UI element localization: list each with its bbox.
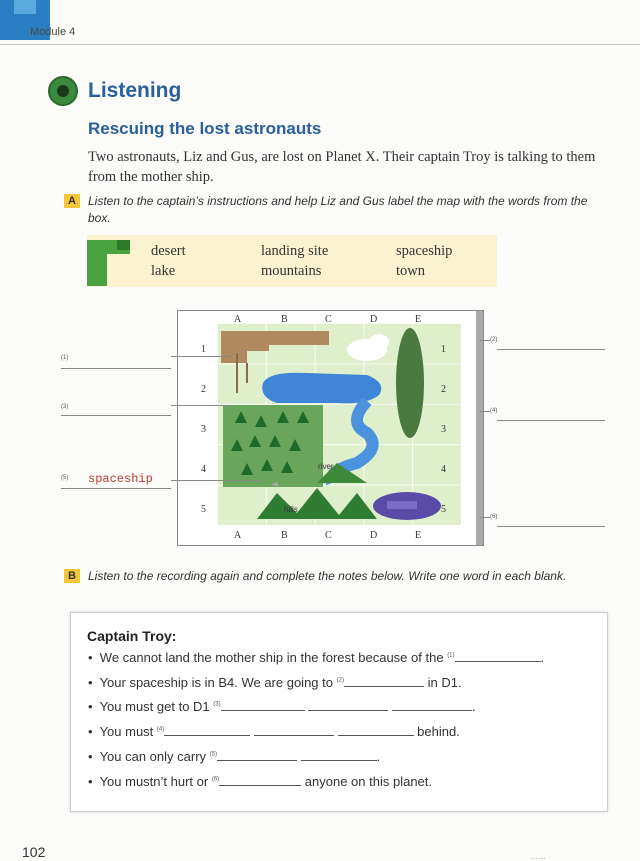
row-label-5: 5 xyxy=(201,504,206,515)
label-blank-2[interactable] xyxy=(497,349,605,350)
label-num-2: (2) xyxy=(490,337,498,343)
label-blank-5[interactable] xyxy=(61,488,171,489)
row-label-2-right: 2 xyxy=(441,384,446,395)
col-label-d-bottom: D xyxy=(370,530,378,541)
label-num-5: (5) xyxy=(61,475,69,481)
note-text: You must get to D1 xyxy=(99,699,210,714)
section-subtitle: Rescuing the lost astronauts xyxy=(88,119,322,138)
bullet-dot: • xyxy=(88,774,93,789)
col-label-b-bottom: B xyxy=(281,530,288,541)
module-tab-accent xyxy=(14,0,36,14)
label-num-3: (3) xyxy=(61,404,69,410)
note-text: You mustn’t hurt or xyxy=(99,774,209,789)
word-mountains: mountains xyxy=(261,263,322,279)
row-label-3: 3 xyxy=(201,424,206,435)
hills-label: hills xyxy=(284,505,298,514)
pointer-line-6 xyxy=(480,517,490,518)
answer-blank-3a[interactable] xyxy=(221,699,305,711)
module-label: Module 4 xyxy=(30,26,76,38)
note-item xyxy=(88,774,432,789)
col-label-e: E xyxy=(415,314,422,325)
col-label-b: B xyxy=(281,314,288,325)
map-edge-bar xyxy=(476,311,483,545)
note-text-after: . xyxy=(540,650,545,665)
cloud-shape xyxy=(369,334,389,350)
col-label-c: C xyxy=(325,314,332,325)
blank-num: (2) xyxy=(336,677,344,684)
word-landing-site: landing site xyxy=(261,243,329,259)
answer-blank-4c[interactable] xyxy=(338,724,414,736)
label-num-6: (6) xyxy=(490,514,498,520)
label-num-1: (1) xyxy=(61,355,69,361)
label-answer-5: spaceship xyxy=(88,472,153,486)
note-text-after: anyone on this planet. xyxy=(304,774,433,789)
bullet-dot: • xyxy=(88,724,93,739)
col-label-c-bottom: C xyxy=(325,530,332,541)
row-label-4-right: 4 xyxy=(441,464,446,475)
pointer-line-3 xyxy=(171,405,231,406)
page-number: 102 xyxy=(22,844,46,860)
note-text: You must xyxy=(99,724,154,739)
bullet-dot: • xyxy=(88,675,93,690)
watermark: …… xyxy=(530,852,546,861)
pointer-line-1 xyxy=(171,356,231,357)
row-label-5-right: 5 xyxy=(441,504,446,515)
intro-text: Two astronauts, Liz and Gus, are lost on Planet X. Their captain Troy is talking to them from the mother ship. xyxy=(88,149,596,185)
pointer-line-5 xyxy=(171,480,261,481)
label-num-4: (4) xyxy=(490,408,498,414)
section-title: Listening xyxy=(88,79,182,102)
word-spaceship: spaceship xyxy=(396,243,453,259)
note-text: Your spaceship is in B4. We are going to xyxy=(99,675,333,690)
blank-num: (4) xyxy=(156,726,165,733)
word-town: town xyxy=(396,263,425,279)
answer-blank-2[interactable] xyxy=(344,675,424,687)
label-blank-4[interactable] xyxy=(497,420,605,421)
bullet-dot: • xyxy=(88,749,93,764)
blank-num: (6) xyxy=(211,776,220,783)
answer-blank-1[interactable] xyxy=(455,650,541,662)
col-label-a-bottom: A xyxy=(234,530,242,541)
note-item xyxy=(88,675,462,690)
task-a-letter: A xyxy=(64,194,80,208)
answer-blank-4b[interactable] xyxy=(254,724,334,736)
col-label-a: A xyxy=(234,314,242,325)
note-text: We cannot land the mother ship in the forest because of the xyxy=(99,650,444,665)
answer-blank-5a[interactable] xyxy=(217,749,297,761)
answer-blank-5b[interactable] xyxy=(301,749,377,761)
town-buildings xyxy=(387,501,417,509)
answer-blank-4a[interactable] xyxy=(164,724,250,736)
task-b-letter: B xyxy=(64,569,80,583)
pointer-line-4 xyxy=(480,411,490,412)
row-label-3-right: 3 xyxy=(441,424,446,435)
row-label-2: 2 xyxy=(201,384,206,395)
note-item xyxy=(88,724,460,739)
word-desert: desert xyxy=(151,243,186,259)
task-a-instruction: Listen to the captain’s instructions and help Liz and Gus label the map with the words from the box. xyxy=(88,194,588,225)
task-b-instruction: Listen to the recording again and complete the notes below. Write one word in each blank. xyxy=(88,569,567,583)
note-text-after: in D1. xyxy=(427,675,462,690)
river-label: river xyxy=(318,462,334,471)
blank-num: (1) xyxy=(447,652,455,659)
word-box-decoration xyxy=(117,240,130,250)
word-lake: lake xyxy=(151,263,176,279)
note-text-after: . xyxy=(376,749,381,764)
pointer-line-2 xyxy=(480,340,490,341)
bullet-dot: • xyxy=(88,650,93,665)
label-blank-3[interactable] xyxy=(61,415,171,416)
forest-column xyxy=(396,328,424,438)
note-item xyxy=(88,699,476,714)
bullet-dot: • xyxy=(88,699,93,714)
label-blank-6[interactable] xyxy=(497,526,605,527)
answer-blank-3c[interactable] xyxy=(392,699,472,711)
note-text-after: . xyxy=(471,699,476,714)
col-label-d: D xyxy=(370,314,378,325)
note-text: You can only carry xyxy=(99,749,207,764)
note-text-after: behind. xyxy=(417,724,460,739)
note-item xyxy=(88,749,380,764)
note-item xyxy=(88,650,544,665)
map-features xyxy=(217,323,461,525)
row-label-1: 1 xyxy=(201,344,206,355)
row-label-4: 4 xyxy=(201,464,206,475)
answer-blank-6[interactable] xyxy=(219,774,301,786)
header-divider xyxy=(0,44,640,45)
headphones-icon xyxy=(48,76,78,106)
blank-num: (3) xyxy=(213,701,221,708)
answer-blank-3b[interactable] xyxy=(308,699,388,711)
notes-title: Captain Troy: xyxy=(87,628,177,644)
label-blank-1[interactable] xyxy=(61,368,171,369)
blank-num: (5) xyxy=(209,751,218,758)
row-label-1-right: 1 xyxy=(441,344,446,355)
hills-area xyxy=(257,488,377,519)
col-label-e-bottom: E xyxy=(415,530,422,541)
